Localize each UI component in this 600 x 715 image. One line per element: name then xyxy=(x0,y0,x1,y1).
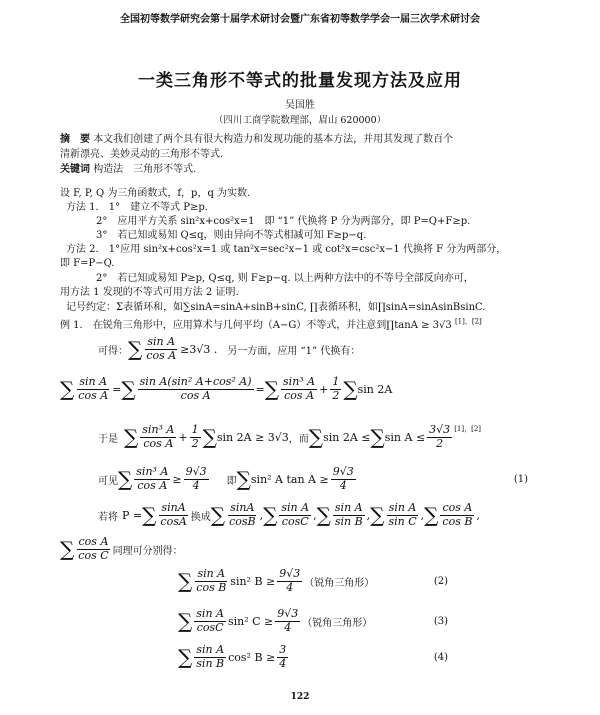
author-affiliation: （四川工商学院数理部，眉山 620000） xyxy=(213,115,387,126)
equation-number-4: (4) xyxy=(433,651,448,663)
formula-therefore: 于是 ∑ $\frac{\text{sin³ A}}{\text{cos A}}$ + $\frac{1}{2}$ ∑ sin 2A ≥ 3√3 ，而 ∑ sin 2A ≤ ∑ sin A ≤ $\frac{3√3}{2}$ [1]，[2] xyxy=(98,423,482,450)
notation-line: 记号约定：Σ表循环和，如∑sinA=sinA+sinB+sinC, ∏表循环积，如∏sinA=sinAsinBsinC. xyxy=(66,302,486,313)
method1-step3: 3° 若已知或易知 Q≤q，则由异向不等式相减可知 F≥p−q. xyxy=(96,230,367,241)
page-number: 122 xyxy=(290,692,310,702)
formula-am-gm: 可得： ∑ $\frac{\text{sin A}}{\text{cos A}}$ ≥3√3 . 另一方面，应用 “1” 代换有： xyxy=(98,335,361,362)
keywords-line: 关键词 构造法 三角形不等式. xyxy=(60,164,197,175)
method2-step2: 2° 若已知或易知 P≥p, Q≤q, 则 F≥p−q. 以上两种方法中的不等号全部反向亦可， xyxy=(96,273,474,284)
method2-step1-cont: 即 F=P−Q. xyxy=(60,258,115,269)
formula-substitution: 若将 P = ∑ $\frac{\sin A}{\cos A}$ 换成 ∑ $\frac{\sin A}{\cos B}$ , ∑ $\frac{\text{sin A}}{\cos C}$ , ∑ $\frac{\text{sin A}}{\text{sin B}}$ , ∑ $\frac{\text{sin A}}{\text{sin C}}$ , ∑ $\frac{\text{cos A}}{\text{cos B}}$ , xyxy=(98,501,480,528)
conference-header: 全国初等数学研究会第十届学术研讨会暨广东省初等数学学会一届三次学术研讨会 xyxy=(120,14,480,25)
method1-step1: 方法 1. 1° 建立不等式 P≥p. xyxy=(66,202,208,213)
method2-step1: 方法 2. 1°应用 sin²x+cos²x=1 或 tan²x=sec²x−1 或 cot²x=csc²x−1 代换将 F 分为两部分， xyxy=(66,244,507,255)
formula-result-2: ∑ $\frac{\text{sin A}}{\text{cos B}}$ sin² B ≥ $\frac{9√3}{4}$ （锐角三角形） (2) xyxy=(178,567,448,594)
abstract-label: 摘 要 xyxy=(60,134,90,145)
equation-number-1: (1) xyxy=(513,473,528,485)
formula-identity: ∑ $\frac{\text{sin A}}{\text{cos A}}$ = ∑ $\frac{\text{sin A(sin² A+cos² A)}}{\text{cos A}}$ = ∑ $\frac{\text{sin³ A}}{\text{cos A}}$ + $\frac{1}{2}$ ∑ sin 2A xyxy=(60,375,393,402)
abstract-line-1: 摘 要 本文我们创建了两个具有很大构造力和发现功能的基本方法，并用其发现了数百个 xyxy=(60,134,454,145)
author-name: 吴国胜 xyxy=(285,100,315,111)
keywords-label: 关键词 xyxy=(60,164,90,175)
equation-number-3: (3) xyxy=(433,615,448,627)
method1-step2: 2° 应用平方关系 sin²x+cos²x=1 即 “1” 代换将 P 分为两部分，即 P=Q+F≥p. xyxy=(96,216,471,227)
example1-statement: 例 1. 在锐角三角形中，应用算术与几何平均（A−G）不等式，并注意到∏tanA ≥ 3√3 [1]，[2] xyxy=(60,317,482,331)
method2-step2-cont: 用方法 1 发现的不等式可用方法 2 证明. xyxy=(60,287,239,298)
formula-result-4: ∑ $\frac{\text{sin A}}{\text{sin B}}$ cos² B ≥ $\frac{3}{4}$ (4) xyxy=(178,643,448,670)
abstract-line-2: 清新漂亮、美妙灵动的三角形不等式. xyxy=(60,149,224,160)
paper-title: 一类三角形不等式的批量发现方法及应用 xyxy=(138,71,462,91)
equation-number-2: (2) xyxy=(433,575,448,587)
formula-result-1: 可见 ∑ $\frac{\text{sin³ A}}{\text{cos A}}$ ≥ $\frac{9√3}{4}$ 即 ∑ sin² A tan A ≥ $\frac{9√3}{4}$ (1) xyxy=(98,465,528,492)
setup-text: 设 F, P, Q 为三角函数式，f，p，q 为实数. xyxy=(60,188,251,199)
example1-citation: [1]，[2] xyxy=(454,317,482,326)
formula-substitution-cont: ∑ $\frac{\text{cos A}}{\text{cos C}}$ 同理可分别得： xyxy=(60,535,183,562)
formula-citation: [1]，[2] xyxy=(454,425,482,433)
formula-result-3: ∑ $\frac{\text{sin A}}{\cos C}$ sin² C ≥ $\frac{9√3}{4}$ （锐角三角形） (3) xyxy=(178,607,448,634)
